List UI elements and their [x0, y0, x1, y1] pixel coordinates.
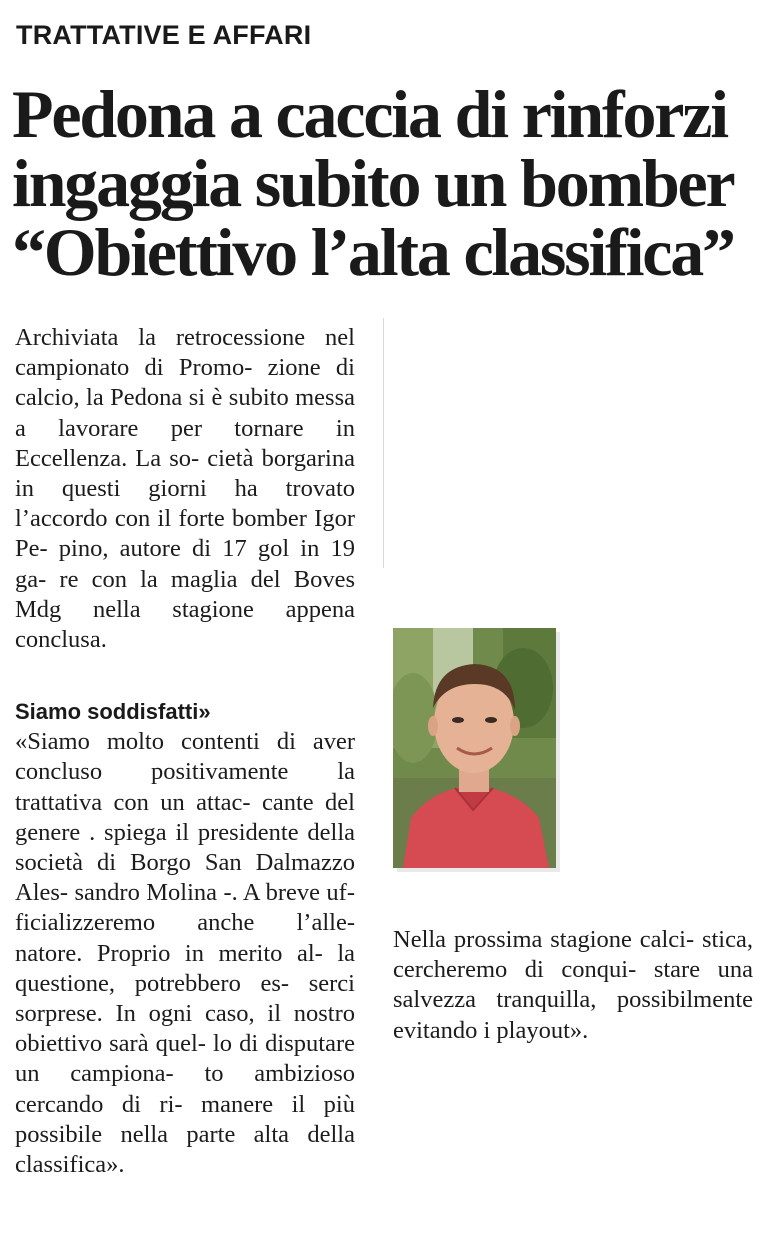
subheading: Siamo soddisfatti» [15, 699, 211, 725]
quote-paragraph-right: Nella prossima stagione calci- stica, cercheremo di conqui- stare una salvezza tranquilla, possibilmente evitando i playout». [393, 926, 753, 1044]
headline [12, 76, 762, 290]
intro-paragraph: Archiviata la retrocessione nel campionato di Promo- zione di calcio, la Pedona si è subito messa a lavorare per tornare in Eccellenza. La so- cietà borgarina in questi giorni ha trovato l’accordo con il forte bomber Igor Pe- pino, autore di 17 gol in 19 ga- re con la maglia del Boves Mdg nella stagione appena conclusa. [15, 324, 355, 654]
article-left-column [15, 323, 355, 1180]
headline-line-2: ingaggia subito un bomber [12, 145, 734, 221]
column-divider [383, 318, 384, 568]
article-right-column [393, 925, 753, 1046]
player-photo [393, 628, 556, 868]
headline-line-3: “Obiettivo l’alta classifica” [12, 214, 734, 290]
headline-line-1: Pedona a caccia di rinforzi [12, 76, 727, 152]
section-kicker: TRATTATIVE E AFFARI [16, 20, 312, 50]
quote-paragraph-left: «Siamo molto contenti di aver concluso positivamente la trattativa con un attac- cante del genere . spiega il presidente della società di Borgo San Dalmazzo Ales- sandro Molina -. A breve uf- ficializzeremo anche l’alle- natore. Proprio in merito al- la questione, potrebbero es- serci sorprese. In ogni caso, il nostro obiettivo sarà quel- lo di disputare un campiona- to ambizioso cercando di ri- manere il più possibile nella parte alta della classifica». [15, 728, 355, 1179]
player-portrait-image [393, 628, 556, 868]
